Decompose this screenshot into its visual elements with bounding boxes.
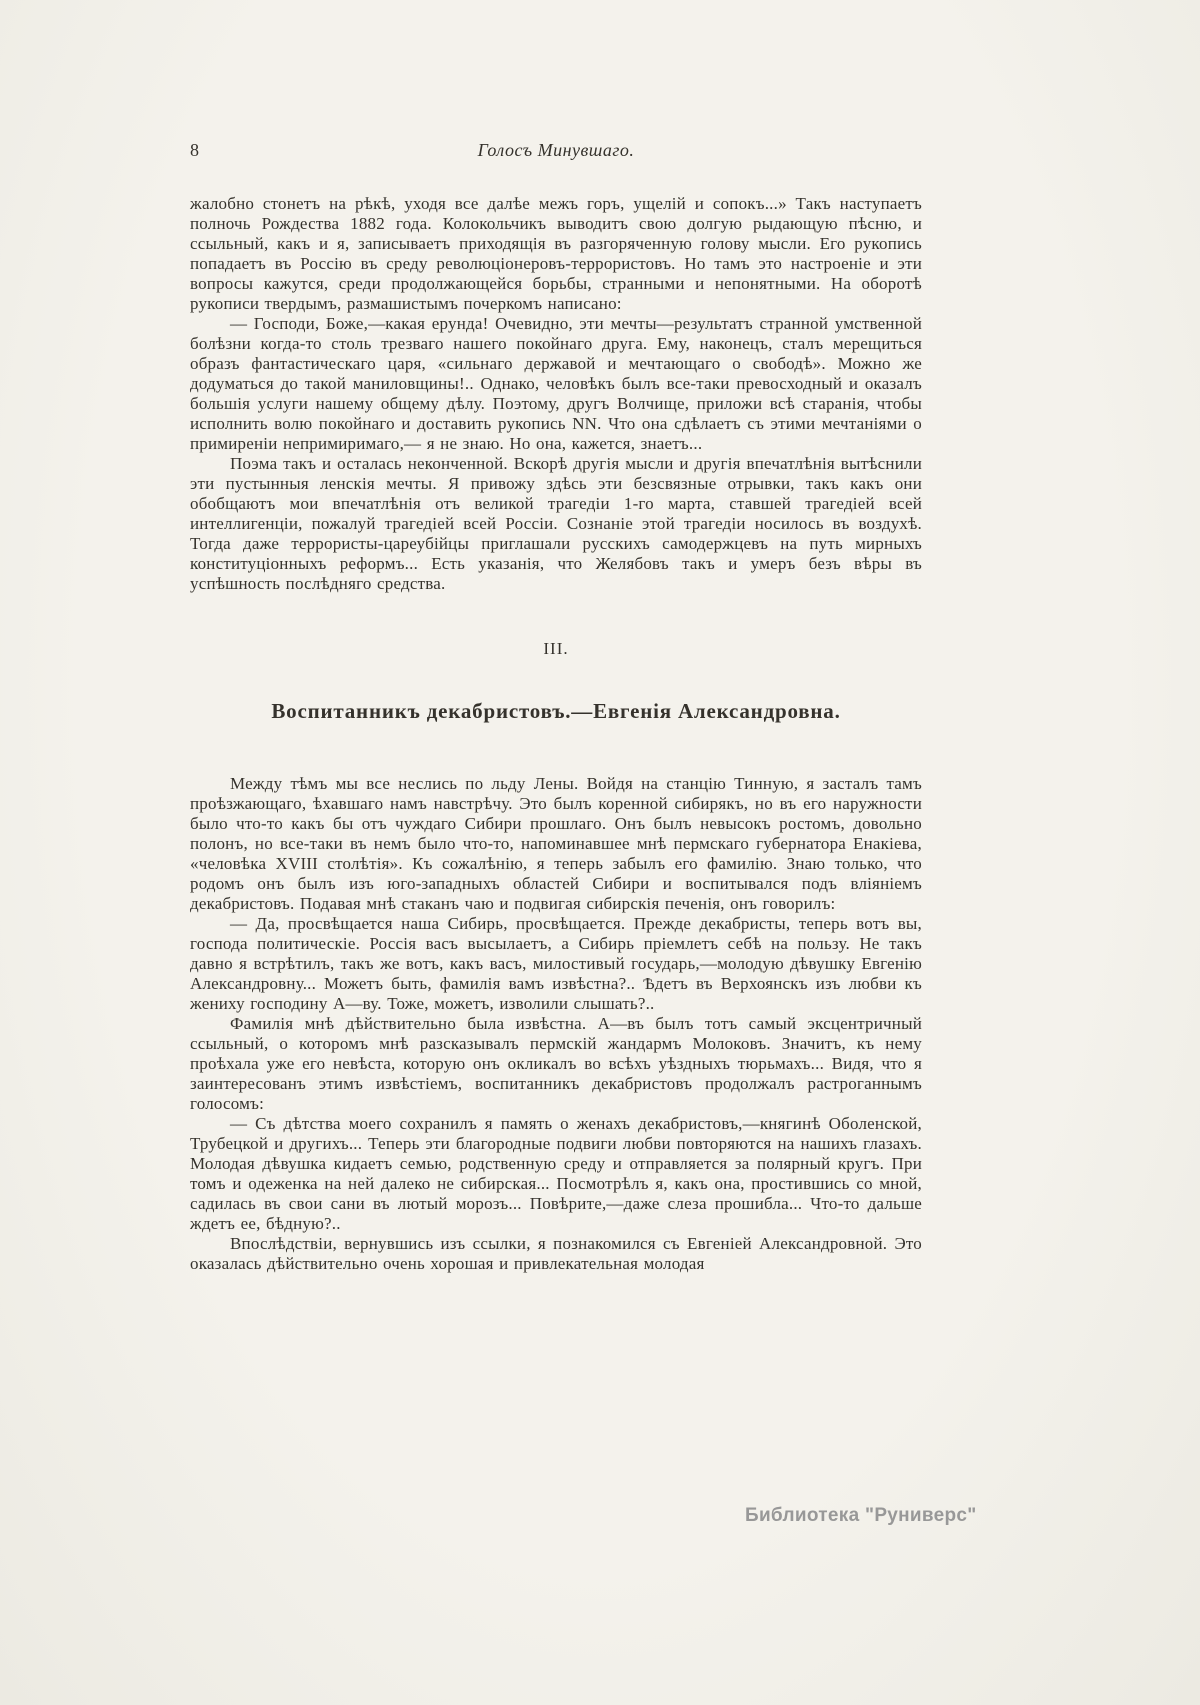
page-number: 8 [190, 140, 200, 160]
page-header [190, 140, 922, 164]
paragraph: Фамилія мнѣ дѣйствительно была извѣстна. А—въ былъ тотъ самый эксцентричный ссыльный, о которомъ мнѣ разсказывалъ пермскій жандармъ Молоковъ. Значитъ, къ нему проѣхала уже его невѣста, которую онъ окликалъ во всѣхъ уѣздныхъ тюрьмахъ... Видя, что я заинтересованъ этимъ извѣстіемъ, воспитанникъ декабристовъ продолжалъ растроганнымъ голосомъ: [190, 1014, 922, 1113]
paragraph: жалобно стонетъ на рѣкѣ, уходя все далѣе межъ горъ, ущелій и сопокъ...» Такъ наступаетъ полночь Рождества 1882 года. Колокольчикъ выводитъ свою долгую рыдающую пѣсню, и ссыльный, какъ и я, записываетъ приходящія въ разгоряченную голову мысли. Его рукопись попадаетъ въ Россію въ среду революціонеровъ-террористовъ. Но тамъ это настроеніе и эти вопросы кажутся, среди продолжающейся борьбы, странными и непонятными. На оборотѣ рукописи твердымъ, размашистымъ почеркомъ написано: [190, 194, 922, 313]
paragraph: — Да, просвѣщается наша Сибирь, просвѣщается. Прежде декабристы, теперь вотъ вы, господа политическіе. Россія васъ высылаетъ, а Сибирь пріемлетъ себѣ на пользу. Не такъ давно я встрѣтилъ, такъ же вотъ, какъ васъ, милостивый государь,—молодую дѣвушку Евгенію Александровну... Можетъ быть, фамилія вамъ извѣстна?.. Ѣдетъ въ Верхоянскъ изъ любви къ жениху господину А—ву. Тоже, можетъ, изволили слышать?.. [190, 914, 922, 1013]
library-watermark: Библиотека "Руниверс" [745, 1505, 977, 1526]
page-text-block [190, 140, 922, 1274]
paragraph: Впослѣдствіи, вернувшись изъ ссылки, я познакомился съ Евгеніей Александровной. Это оказалась дѣйствительно очень хорошая и привлекательная молодая [190, 1234, 922, 1273]
running-title: Голосъ Минувшаго. [477, 140, 635, 160]
paragraph: — Господи, Боже,—какая ерунда! Очевидно, эти мечты—результатъ странной умственной болѣзни когда-то столь трезваго нашего покойнаго друга. Ему, наконецъ, сталъ мерещиться образъ фантастическаго царя, «сильнаго державой и мечтающаго о свободѣ». Можно же додуматься до такой маниловщины!.. Однако, человѣкъ былъ все-таки превосходный и оказалъ большія услуги нашему общему дѣлу. Поэтому, другъ Волчище, приложи всѣ старанія, чтобы исполнить волю покойнаго и доставить рукопись NN. Что она сдѣлаетъ съ этими мечтаніями о примиреніи непримиримаго,— я не знаю. Но она, кажется, знаетъ... [190, 314, 922, 453]
section-number: III. [543, 639, 569, 658]
paragraph: — Съ дѣтства моего сохранилъ я память о женахъ декабристовъ,—княгинѣ Оболенской, Трубецкой и другихъ... Теперь эти благородные подвиги любви повторяются на нашихъ глазахъ. Молодая дѣвушка кидаетъ семью, родственную среду и отправляется за полярный кругъ. При томъ и одеженка на ней далеко не сибирская... Посмотрѣлъ я, какъ она, простившись со мной, садилась въ свои сани въ лютый морозъ... Повѣрите,—даже слеза прошибла... Что-то дальше ждетъ ее, бѣдную?.. [190, 1114, 922, 1233]
paragraph: Между тѣмъ мы все неслись по льду Лены. Войдя на станцію Тинную, я засталъ тамъ проѣзжающаго, ѣхавшаго намъ навстрѣчу. Это былъ коренной сибирякъ, но въ его наружности было что-то какъ бы отъ чуждаго Сибири прошлаго. Онъ былъ невысокъ ростомъ, довольно полонъ, но все-таки въ немъ было что-то, напоминавшее мнѣ пермскаго губернатора Енакіева, «человѣка XVIII столѣтія». Къ сожалѣнію, я теперь забылъ его фамилію. Знаю только, что родомъ онъ былъ изъ юго-западныхъ областей Сибири и воспитывался подъ вліяніемъ декабристовъ. Подавая мнѣ стаканъ чаю и подвигая сибирскія печенія, онъ говорилъ: [190, 774, 922, 913]
body-text [190, 194, 922, 594]
section-body-text [190, 774, 922, 1274]
section-title: Воспитанникъ декабристовъ.—Евгенія Александровна. [271, 699, 841, 723]
paragraph: Поэма такъ и осталась неконченной. Вскорѣ другія мысли и другія впечатлѣнія вытѣснили эти пустынныя ленскія мечты. Я привожу здѣсь эти безсвязные отрывки, такъ какъ они обобщаютъ мои впечатлѣнія отъ великой трагедіи 1-го марта, ставшей трагедіей всей интеллигенціи, пожалуй трагедіей всей Россіи. Сознаніе этой трагедіи носилось въ воздухѣ. Тогда даже террористы-цареубійцы приглашали русскихъ самодержцевъ на путь мирныхъ конституціонныхъ реформъ... Есть указанія, что Желябовъ такъ и умеръ безъ вѣры въ успѣшность послѣдняго средства. [190, 454, 922, 593]
